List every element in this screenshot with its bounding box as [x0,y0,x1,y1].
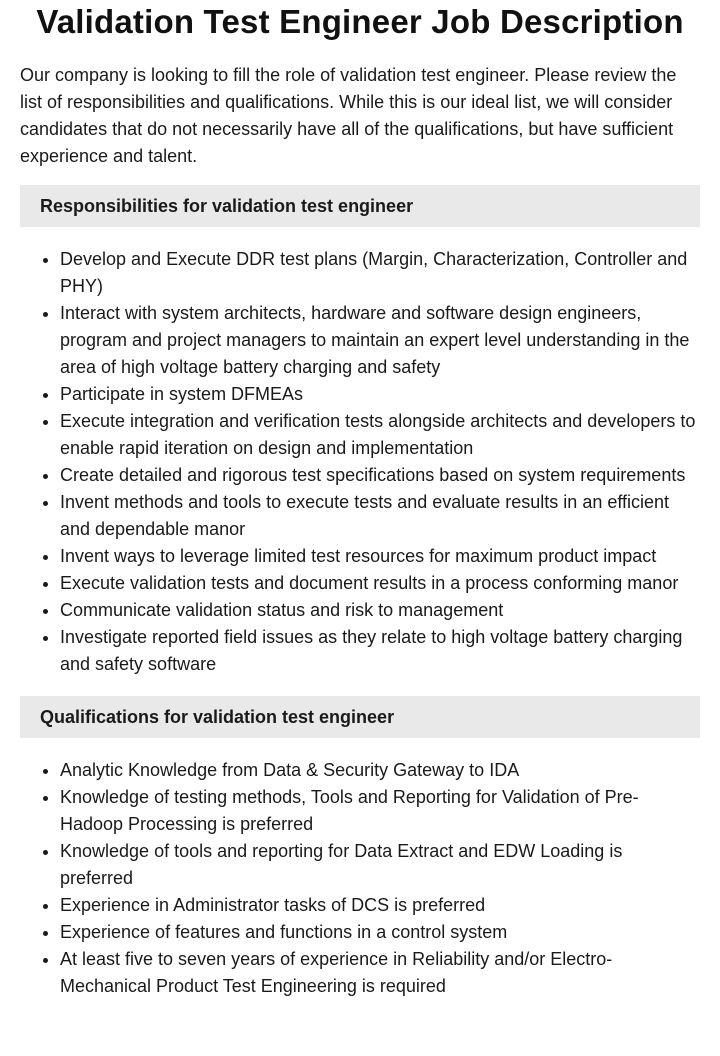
list-item: • Investigate reported field issues as they relate to high voltage battery charging and safety software [60,624,700,678]
list-item: • Analytic Knowledge from Data & Security Gateway to IDA [60,757,700,784]
qualifications-heading: Qualifications for validation test engineer [20,696,700,738]
list-item: • At least five to seven years of experience in Reliability and/or Electro-Mechanical Product Test Engineering is required [60,946,700,1000]
list-item: • Knowledge of tools and reporting for Data Extract and EDW Loading is preferred [60,838,700,892]
qualifications-list [20,757,700,1000]
list-item: • Experience in Administrator tasks of DCS is preferred [60,892,700,919]
list-item: • Invent methods and tools to execute tests and evaluate results in an efficient and dependable manor [60,489,700,543]
list-item: • Invent ways to leverage limited test resources for maximum product impact [60,543,700,570]
list-item: • Experience of features and functions in a control system [60,919,700,946]
list-item: • Execute validation tests and document results in a process conforming manor [60,570,700,597]
list-item: • Knowledge of testing methods, Tools and Reporting for Validation of Pre-Hadoop Processing is preferred [60,784,700,838]
intro-paragraph: Our company is looking to fill the role of validation test engineer. Please review the list of responsibilities and qualifications. While this is our ideal list, we will consider candidates that do not necessarily have all of the qualifications, but have sufficient experience and talent. [20,65,677,166]
responsibilities-list [20,246,700,678]
list-item: • Participate in system DFMEAs [60,381,700,408]
page-title: Validation Test Engineer Job Description [36,3,684,40]
list-item: • Develop and Execute DDR test plans (Margin, Characterization, Controller and PHY) [60,246,700,300]
list-item: • Create detailed and rigorous test specifications based on system requirements [60,462,700,489]
list-item: • Interact with system architects, hardware and software design engineers, program and project managers to maintain an expert level understanding in the area of high voltage battery charging and safety [60,300,700,381]
list-item: • Communicate validation status and risk to management [60,597,700,624]
list-item: • Execute integration and verification tests alongside architects and developers to enable rapid iteration on design and implementation [60,408,700,462]
responsibilities-heading: Responsibilities for validation test engineer [20,185,700,227]
